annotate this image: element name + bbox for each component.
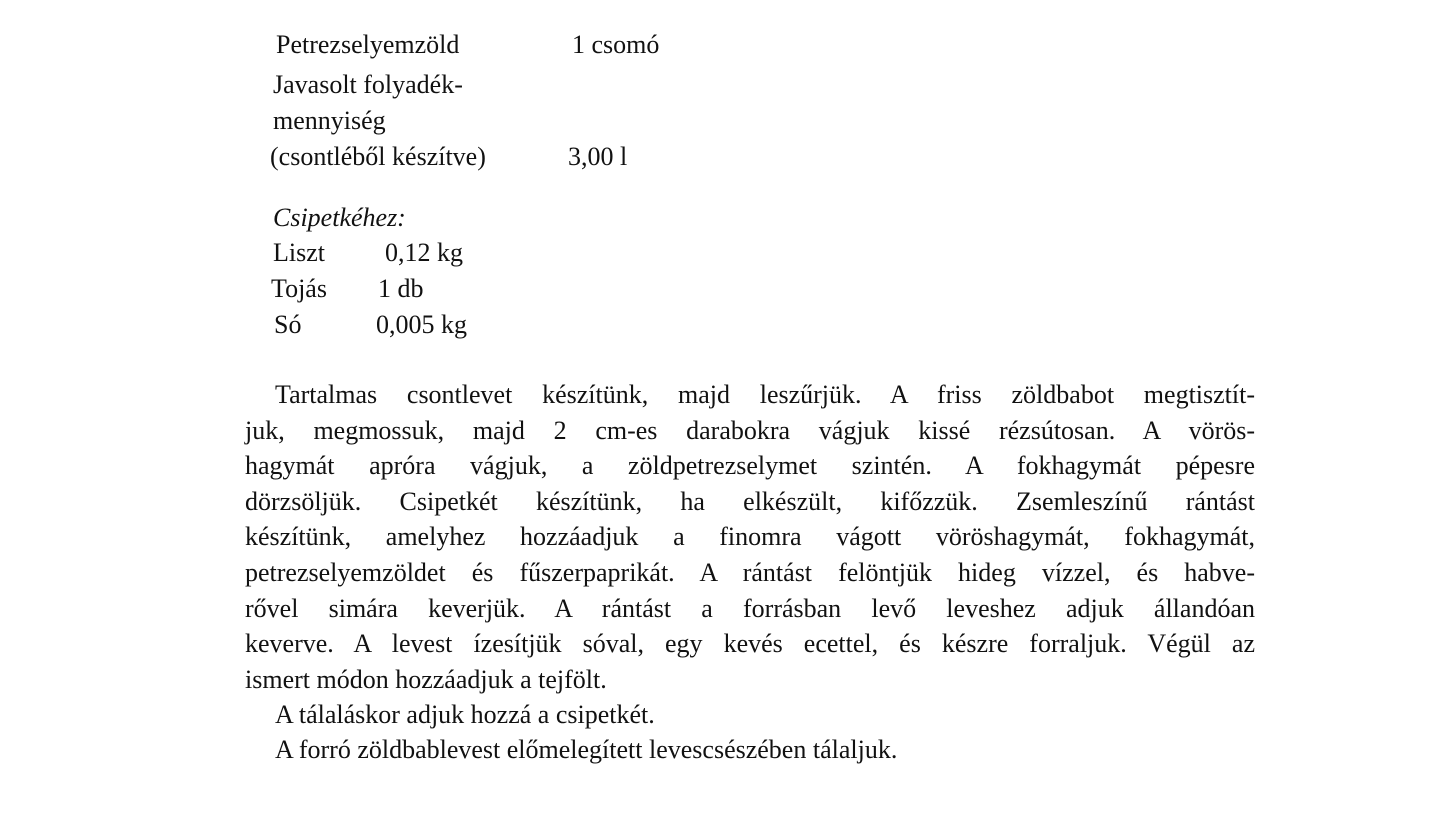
ingredient-name: mennyiség: [273, 106, 386, 135]
ingredient-qty: 0,12 kg: [385, 238, 463, 267]
serving-note: A tálaláskor adjuk hozzá a csipetkét.: [275, 700, 655, 729]
method-line: hagymát apróra vágjuk, a zöldpetrezselymet szintén. A fokhagymát pépesre: [245, 451, 1255, 480]
ingredient-qty: 1 db: [378, 274, 424, 303]
section-heading: Csipetkéhez:: [273, 203, 406, 232]
method-line: rővel simára keverjük. A rántást a forrásban levő leveshez adjuk állandóan: [245, 594, 1255, 623]
ingredient-qty: 0,005 kg: [376, 310, 467, 339]
method-line: ismert módon hozzáadjuk a tejfölt.: [245, 665, 607, 694]
ingredient-name: Javasolt folyadék-: [273, 70, 463, 99]
ingredient-name: Só: [274, 310, 302, 339]
ingredient-qty: 3,00 l: [568, 142, 628, 171]
method-line: petrezselyemzöldet és fűszerpaprikát. A rántást felöntjük hideg vízzel, és habve-: [245, 558, 1255, 587]
ingredient-name: Petrezselyemzöld: [276, 30, 460, 59]
method-line: dörzsöljük. Csipetkét készítünk, ha elkészült, kifőzzük. Zsemleszínű rántást: [245, 487, 1255, 516]
method-line: készítünk, amelyhez hozzáadjuk a finomra vágott vöröshagymát, fokhagymát,: [245, 522, 1255, 551]
serving-note: A forró zöldbablevest előmelegített levescsészében tálaljuk.: [275, 735, 898, 764]
ingredient-name: (csontléből készítve): [270, 142, 486, 171]
method-line: Tartalmas csontlevet készítünk, majd leszűrjük. A friss zöldbabot megtisztít-: [275, 380, 1255, 409]
method-line: juk, megmossuk, majd 2 cm-es darabokra vágjuk kissé rézsútosan. A vörös-: [245, 416, 1255, 445]
ingredient-name: Liszt: [273, 238, 325, 267]
ingredient-qty: 1 csomó: [572, 30, 660, 59]
ingredient-name: Tojás: [271, 274, 327, 303]
method-line: keverve. A levest ízesítjük sóval, egy kevés ecettel, és készre forraljuk. Végül az: [245, 629, 1255, 658]
